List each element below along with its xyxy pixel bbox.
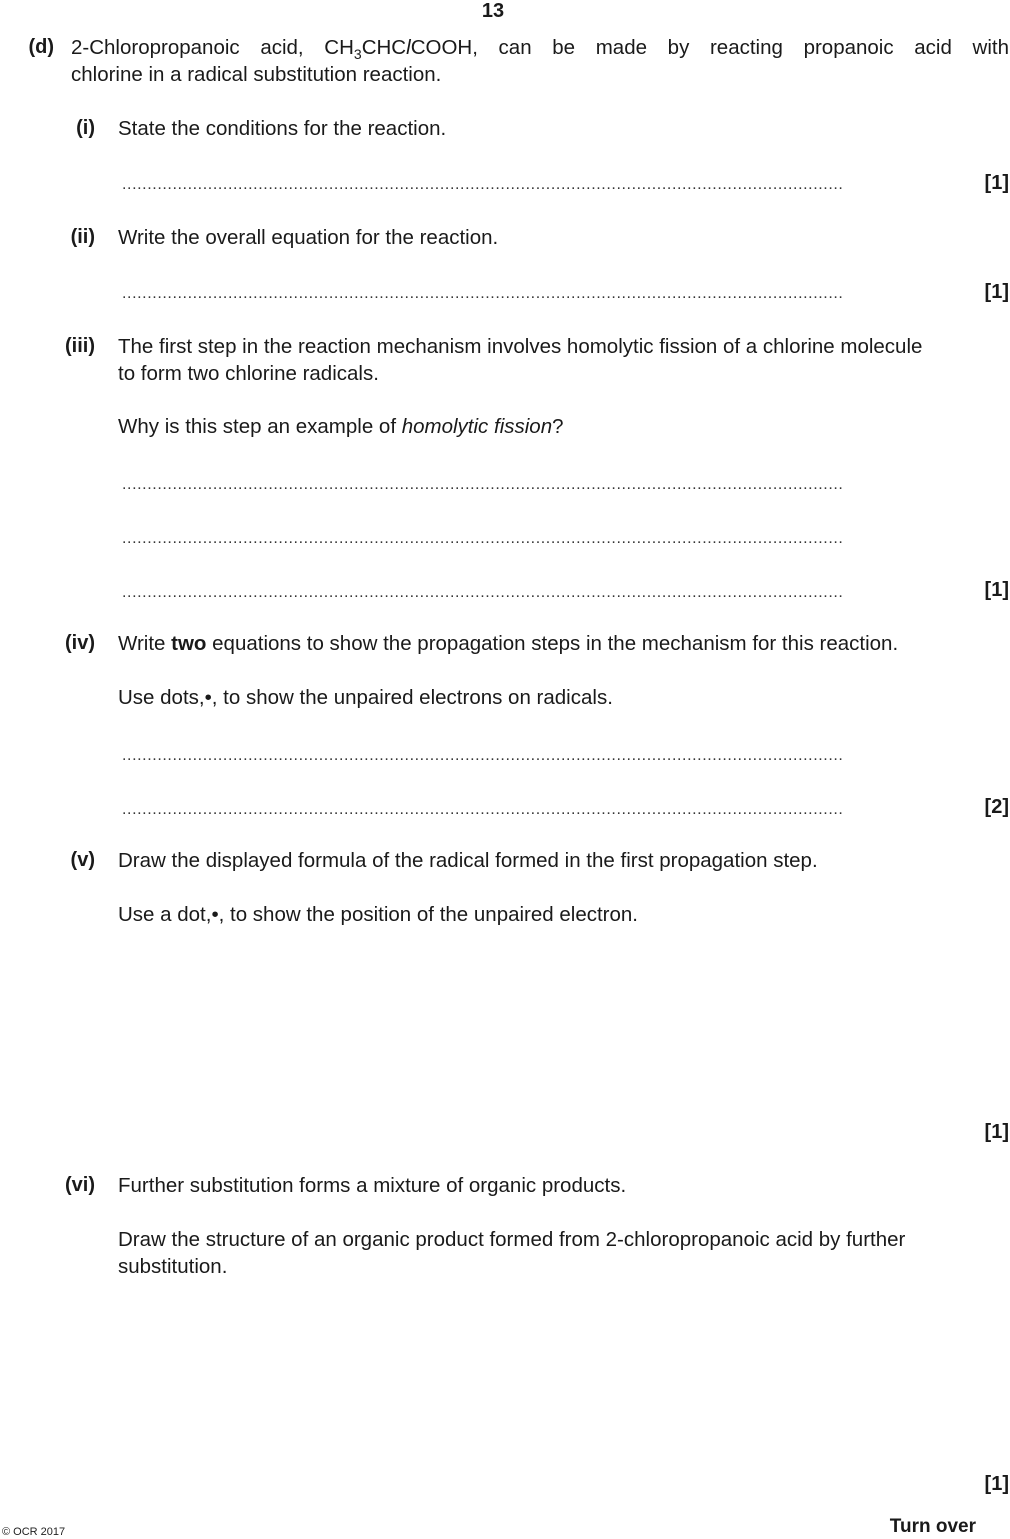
q-v-label: (v) [70,849,95,871]
page-number: 13 [481,0,505,22]
q-v-mark: [1] [984,1121,1009,1143]
q-vi-line1: Further substitution forms a mixture of organic products. [118,1174,627,1197]
q-iv-answer-line-1[interactable]: ............................................................................................................................................... [122,747,844,764]
q-vi-answer-space[interactable] [118,1290,1008,1460]
q-v-line1: Draw the displayed formula of the radical formed in the first propagation step. [118,849,818,872]
q-vi-line3: substitution. [118,1255,228,1278]
q-v-line2: Use a dot,•, to show the position of the unpaired electron. [118,903,638,926]
q-ii-mark: [1] [984,281,1009,303]
q-i-mark: [1] [984,172,1009,194]
q-iii-line2: to form two chlorine radicals. [118,362,379,385]
q-v-answer-space[interactable] [118,940,1008,1110]
q-iii-answer-line-2[interactable]: ............................................................................................................................................... [122,530,844,547]
q-ii-text: Write the overall equation for the reaction. [118,226,499,249]
q-iv-mark: [2] [984,796,1009,818]
q-iii-answer-line-3[interactable]: ............................................................................................................................................... [122,584,844,601]
q-iv-line1: Write two equations to show the propagation steps in the mechanism for this reaction. [118,632,899,655]
q-i-answer-line[interactable]: ............................................................................................................................................... [122,176,844,193]
part-d-intro-line1: 2-Chloropropanoic acid, $CH_3CHClCOOH$, can be made by reacting propanoic acid with [71,36,1010,62]
q-i-label: (i) [76,117,95,139]
q-i-text: State the conditions for the reaction. [118,117,447,140]
q-iii-line1: The first step in the reaction mechanism involves homolytic fission of a chlorine molecule [118,335,923,358]
q-iii-question: Why is this step an example of homolytic fission? [118,415,564,438]
q-iii-answer-line-1[interactable]: ............................................................................................................................................... [122,476,844,493]
q-iv-answer-line-2[interactable]: ............................................................................................................................................... [122,801,844,818]
q-iv-line2: Use dots,•, to show the unpaired electrons on radicals. [118,686,613,709]
q-iv-label: (iv) [65,632,95,654]
q-iii-label: (iii) [65,335,95,357]
copyright: © OCR 2017 [2,1526,66,1538]
part-d-label: (d) [28,36,54,58]
q-vi-mark: [1] [984,1473,1009,1495]
q-vi-label: (vi) [65,1174,95,1196]
part-d-intro-line2: chlorine in a radical substitution reaction. [71,63,442,86]
q-vi-line2: Draw the structure of an organic product formed from 2-chloropropanoic acid by further [118,1228,906,1251]
q-ii-answer-line[interactable]: ............................................................................................................................................... [122,285,844,302]
q-iii-mark: [1] [984,579,1009,601]
q-ii-label: (ii) [70,226,95,248]
turn-over: Turn over [889,1516,976,1537]
